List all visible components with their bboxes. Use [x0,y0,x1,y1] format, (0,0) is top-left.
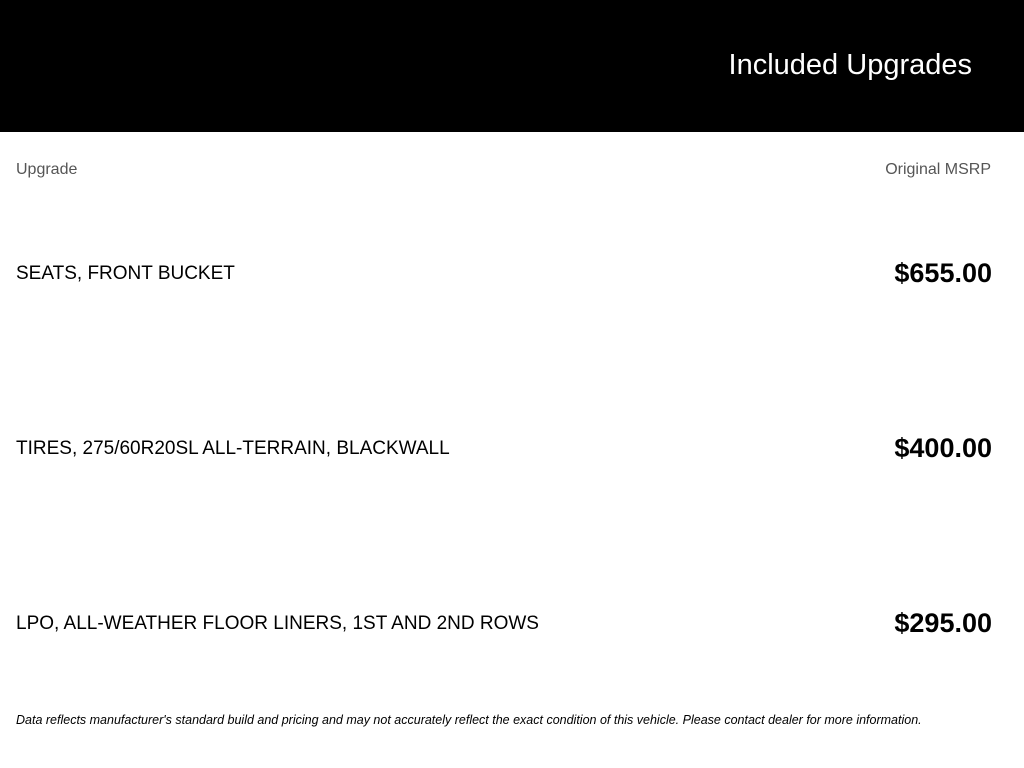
header-banner [0,0,1024,132]
page-title: Included Upgrades [728,49,972,81]
column-header-msrp: Original MSRP [885,161,991,178]
upgrade-name: SEATS, FRONT BUCKET [16,263,235,284]
column-header-upgrade: Upgrade [16,161,78,178]
upgrade-name: TIRES, 275/60R20SL ALL-TERRAIN, BLACKWALL [16,438,450,459]
upgrade-row [0,602,1024,642]
upgrade-price: $655.00 [894,258,992,288]
upgrade-row [0,427,1024,467]
disclaimer-text: Data reflects manufacturer's standard build and pricing and may not accurately reflect the exact condition of this vehicle. Please contact dealer for more information. [16,713,922,727]
upgrade-name: LPO, ALL-WEATHER FLOOR LINERS, 1ST AND 2ND ROWS [16,613,539,634]
upgrade-price: $295.00 [894,608,992,638]
upgrade-row [0,252,1024,292]
upgrade-price: $400.00 [894,433,992,463]
